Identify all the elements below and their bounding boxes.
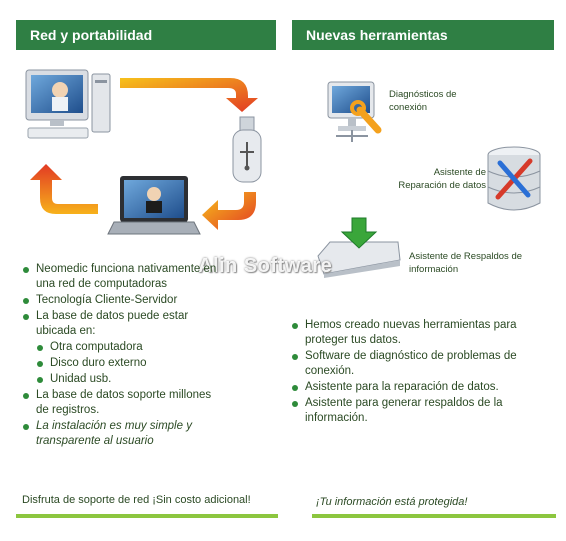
footer-network: Disfruta de soporte de red ¡Sin costo adicional! xyxy=(22,494,251,506)
list-item: Hemos creado nuevas herramientas para proteger tus datos. xyxy=(291,318,531,348)
watermark: Alin Software xyxy=(198,255,333,277)
diagnostics-icon xyxy=(326,80,386,144)
list-item: Tecnología Cliente-Servidor xyxy=(22,293,226,308)
desktop-computer-icon xyxy=(26,70,110,138)
section-header-network: Red y portabilidad xyxy=(16,20,276,50)
tool-label-repair: Asistente de Reparación de datos xyxy=(398,167,486,191)
list-item: La base de datos soporte millones de registros. xyxy=(22,388,226,418)
list-item: Otra computadora xyxy=(22,340,226,355)
database-repair-icon xyxy=(484,145,544,213)
laptop-icon xyxy=(108,176,200,234)
list-item: Asistente para la reparación de datos. xyxy=(291,380,531,395)
section-header-tools: Nuevas herramientas xyxy=(292,20,554,50)
usb-drive-icon xyxy=(233,117,261,182)
tool-label-diagnostics: Diagnósticos de conexión xyxy=(389,89,457,113)
tool-label-backup: Asistente de Respaldos de información xyxy=(409,251,523,275)
list-item: La instalación es muy simple y transparente al usuario xyxy=(22,419,226,449)
network-feature-list xyxy=(22,262,226,450)
footer-divider-left xyxy=(16,514,278,518)
tools-feature-list xyxy=(291,318,531,427)
list-item: Neomedic funciona nativamente en una red de computadoras xyxy=(22,262,226,292)
footer-divider-right xyxy=(312,514,556,518)
arrow-up-icon xyxy=(30,164,98,214)
arrow-right-icon xyxy=(120,78,258,112)
footer-tools: ¡Tu información está protegida! xyxy=(316,496,468,508)
list-item: Software de diagnóstico de problemas de conexión. xyxy=(291,349,531,379)
list-item: Disco duro externo xyxy=(22,356,226,371)
list-item: La base de datos puede estar ubicada en: xyxy=(22,309,226,339)
arrow-left-icon xyxy=(202,192,256,230)
list-item: Asistente para generar respaldos de la información. xyxy=(291,396,531,426)
list-item: Unidad usb. xyxy=(22,372,226,387)
network-illustration xyxy=(20,62,280,247)
